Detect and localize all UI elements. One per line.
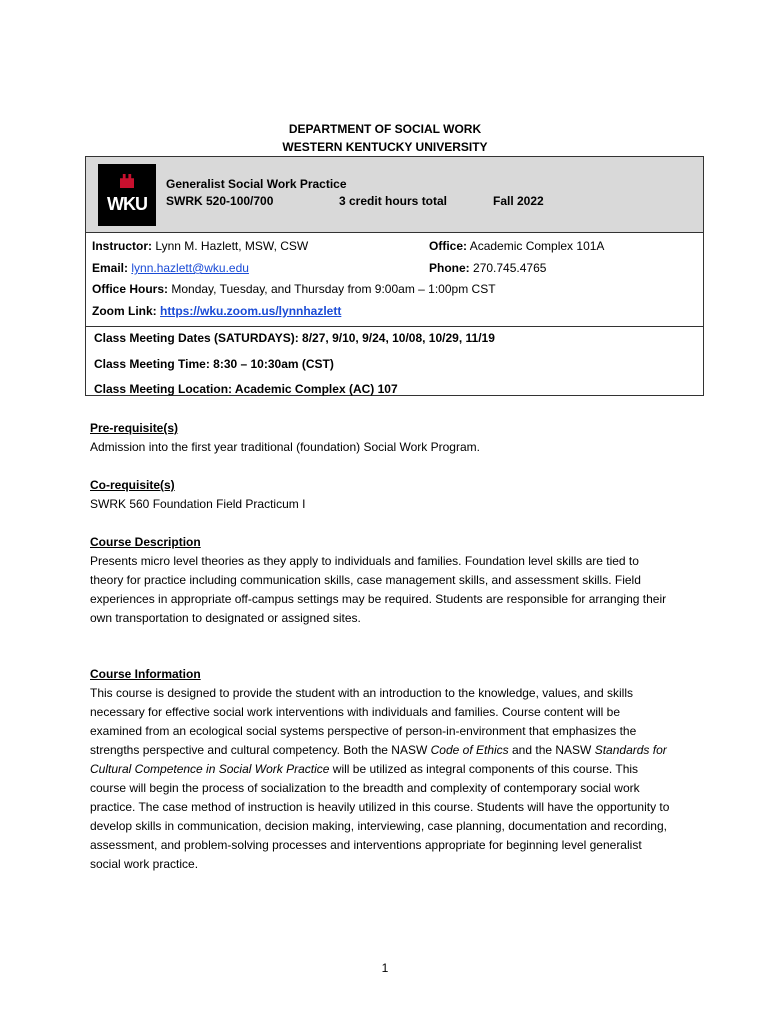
corequisite-text: SWRK 560 Foundation Field Practicum I: [90, 497, 306, 511]
page-header: [0, 120, 770, 156]
course-description-heading: Course Description: [90, 535, 201, 549]
email-label: Email:: [92, 261, 129, 275]
office-line: [429, 238, 604, 254]
office-hours-label: Office Hours:: [92, 282, 169, 296]
course-information-section: [90, 665, 670, 874]
university-name: WESTERN KENTUCKY UNIVERSITY: [282, 140, 488, 154]
corequisite-heading: Co-requisite(s): [90, 478, 175, 492]
zoom-link[interactable]: https://wku.zoom.us/lynnhazlett: [160, 304, 342, 318]
course-number: SWRK 520-100/700: [166, 194, 274, 208]
box-divider: [86, 326, 703, 327]
course-description-text: Presents micro level theories as they apply to individuals and families. Foundation level skills are tied to theory for practice including communication skills, case management skills, and assessment skills. Field experiences in appropriate off-campus settings may be required. Students are responsible for arranging their own transportation to designated or assigned sites.: [90, 554, 667, 625]
course-description-section: [90, 533, 670, 628]
credit-hours: 3 credit hours total: [339, 194, 448, 208]
phone-label: Phone:: [429, 261, 470, 275]
course-banner: [86, 157, 703, 233]
instructor-label: Instructor:: [92, 239, 152, 253]
logo-text: WKU: [107, 194, 147, 214]
meeting-dates: Class Meeting Dates (SATURDAYS): 8/27, 9/10, 9/24, 10/08, 10/29, 11/19: [94, 331, 495, 345]
instructor-name: Lynn M. Hazlett, MSW, CSW: [155, 239, 309, 253]
office-label: Office:: [429, 239, 468, 253]
meeting-location: Class Meeting Location: Academic Complex (AC) 107: [94, 382, 398, 396]
course-information-heading: Course Information: [90, 667, 201, 681]
cupola-icon: [120, 174, 134, 188]
meeting-time: Class Meeting Time: 8:30 – 10:30am (CST): [94, 357, 334, 371]
office-hours-value: Monday, Tuesday, and Thursday from 9:00am – 1:00pm CST: [171, 282, 496, 296]
zoom-label: Zoom Link:: [92, 304, 157, 318]
office-value: Academic Complex 101A: [469, 239, 605, 253]
email-line: [92, 260, 249, 276]
course-title: Generalist Social Work Practice: [166, 177, 347, 191]
email-link[interactable]: lynn.hazlett@wku.edu: [131, 261, 249, 275]
phone-line: [429, 260, 546, 276]
prerequisite-text: Admission into the first year traditional (foundation) Social Work Program.: [90, 440, 480, 454]
department-name: DEPARTMENT OF SOCIAL WORK: [288, 122, 482, 136]
zoom-line: [92, 303, 341, 319]
page-number: 1: [381, 961, 389, 975]
prerequisite-section: [90, 419, 670, 457]
wku-logo: [98, 164, 156, 226]
course-information-text: This course is designed to provide the student with an introduction to the knowledge, values, and skills necessary for effective social work interventions with individuals and families. Course content will be examined from an ecological social systems perspective of person-in-environment that emphasizes the strengths perspective and cultural competency. Both the NASW Code of Ethics and the NASW Standards for Cultural Competence in Social Work Practice will be utilized as integral components of this course. This course will begin the process of socialization to the breadth and complexity of contemporary social work practice. The case method of instruction is heavily utilized in this course. Students will have the opportunity to develop skills in communication, decision making, interviewing, case planning, documentation and recording, assessment, and problem-solving processes and interventions appropriate for beginning level generalist social work practice.: [90, 686, 670, 871]
corequisite-section: [90, 476, 670, 514]
course-term: Fall 2022: [493, 194, 544, 208]
phone-value: 270.745.4765: [473, 261, 547, 275]
prerequisite-heading: Pre-requisite(s): [90, 421, 179, 435]
office-hours-line: [92, 281, 496, 297]
course-info-box: [85, 156, 704, 396]
instructor-line: [92, 238, 308, 254]
